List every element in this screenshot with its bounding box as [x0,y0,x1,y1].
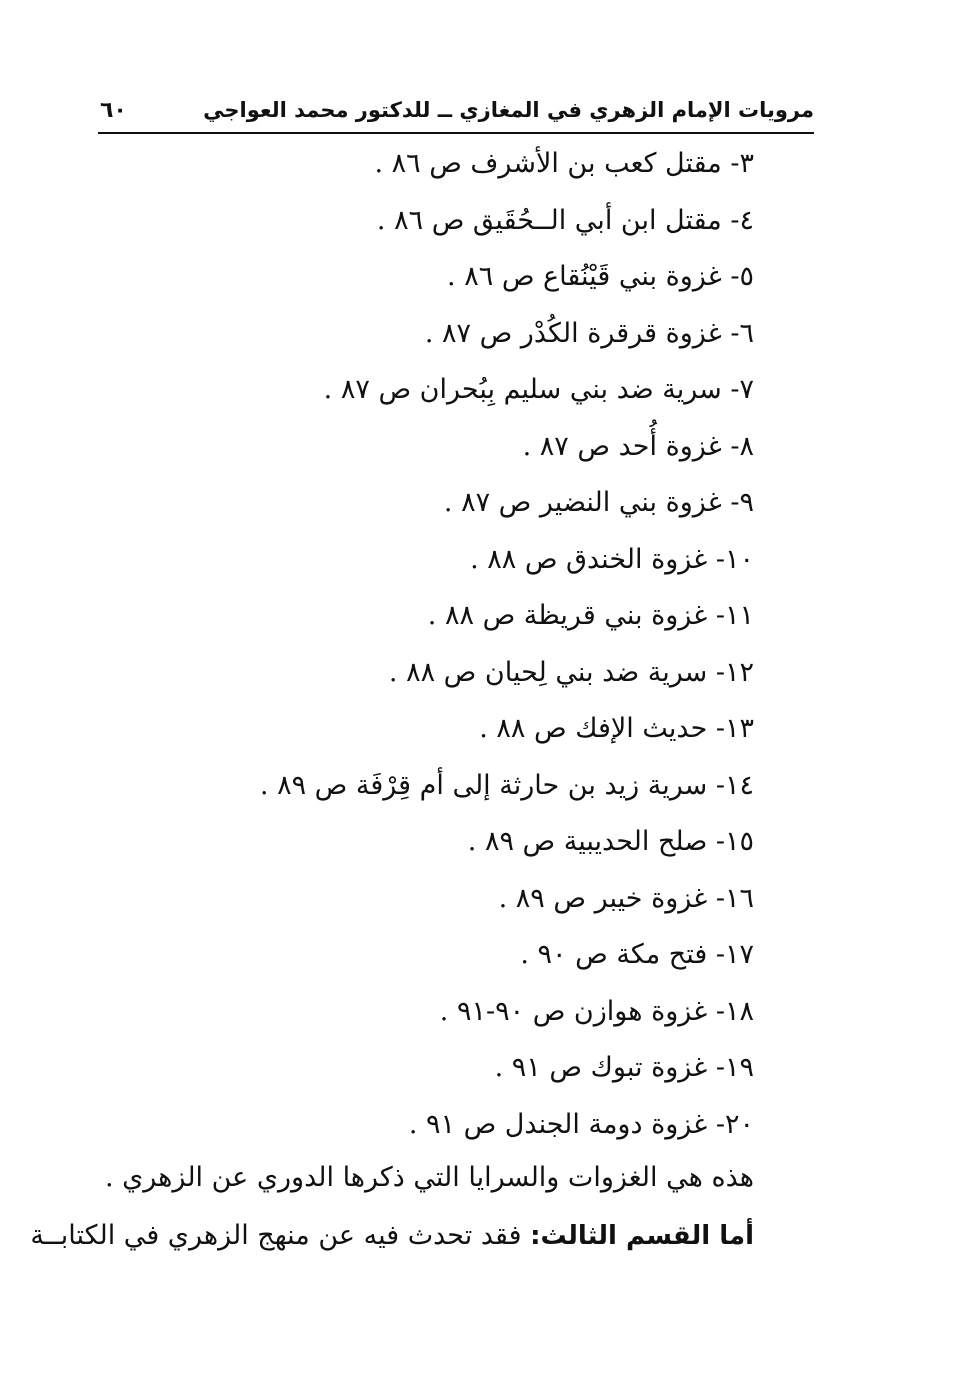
list-item: ١٣- حديث الإفك ص ٨٨ . [479,713,754,744]
section-paragraph [30,1216,754,1256]
list-item: ١٨- غزوة هوازن ص ٩٠-٩١ . [439,995,754,1027]
list-item: ١٤- سرية زيد بن حارثة إلى أم قِرْفَة ص ٨٩ . [259,769,754,801]
list-item: ١٠- غزوة الخندق ص ٨٨ . [470,543,754,575]
summary-paragraph: هذه هي الغزوات والسرايا التي ذكرها الدوري عن الزهري . [104,1162,754,1193]
section-heading: أما القسم الثالث: [530,1221,754,1251]
list-item: ٤- مقتل ابن أبي الــحُقَيق ص ٨٦ . [376,204,754,236]
list-item: ٨- غزوة أُحد ص ٨٧ . [522,430,754,462]
page-number: ٦٠ [100,98,127,123]
section-text: فقد تحدث فيه عن منهج الزهري في الكتابــة [30,1220,522,1251]
list-item: ٣- مقتل كعب بن الأشرف ص ٨٦ . [374,148,754,179]
list-item: ١٥- صلح الحديبية ص ٨٩ . [467,826,754,857]
battles-list [134,144,754,1161]
list-item: ١٦- غزوة خيبر ص ٨٩ . [498,882,754,914]
list-item: ١٧- فتح مكة ص ٩٠ . [520,939,754,970]
list-item: ١٢- سرية ضد بني لِحيان ص ٨٨ . [388,656,754,688]
list-item: ١١- غزوة بني قريظة ص ٨٨ . [427,600,754,631]
list-item: ٦- غزوة قرقرة الكُدْر ص ٨٧ . [424,317,754,349]
running-title: مرويات الإمام الزهري في المغازي ــ للدكتور محمد العواجي [203,98,814,122]
page-header [98,96,814,132]
list-item: ٧- سرية ضد بني سليم بِبُحران ص ٨٧ . [323,374,754,405]
header-divider [98,132,814,134]
list-item: ٩- غزوة بني النضير ص ٨٧ . [443,487,754,518]
list-item: ٥- غزوة بني قَيْنُقاع ص ٨٦ . [447,261,754,292]
list-item: ٢٠- غزوة دومة الجندل ص ٩١ . [408,1108,754,1140]
list-item: ١٩- غزوة تبوك ص ٩١ . [494,1052,754,1083]
